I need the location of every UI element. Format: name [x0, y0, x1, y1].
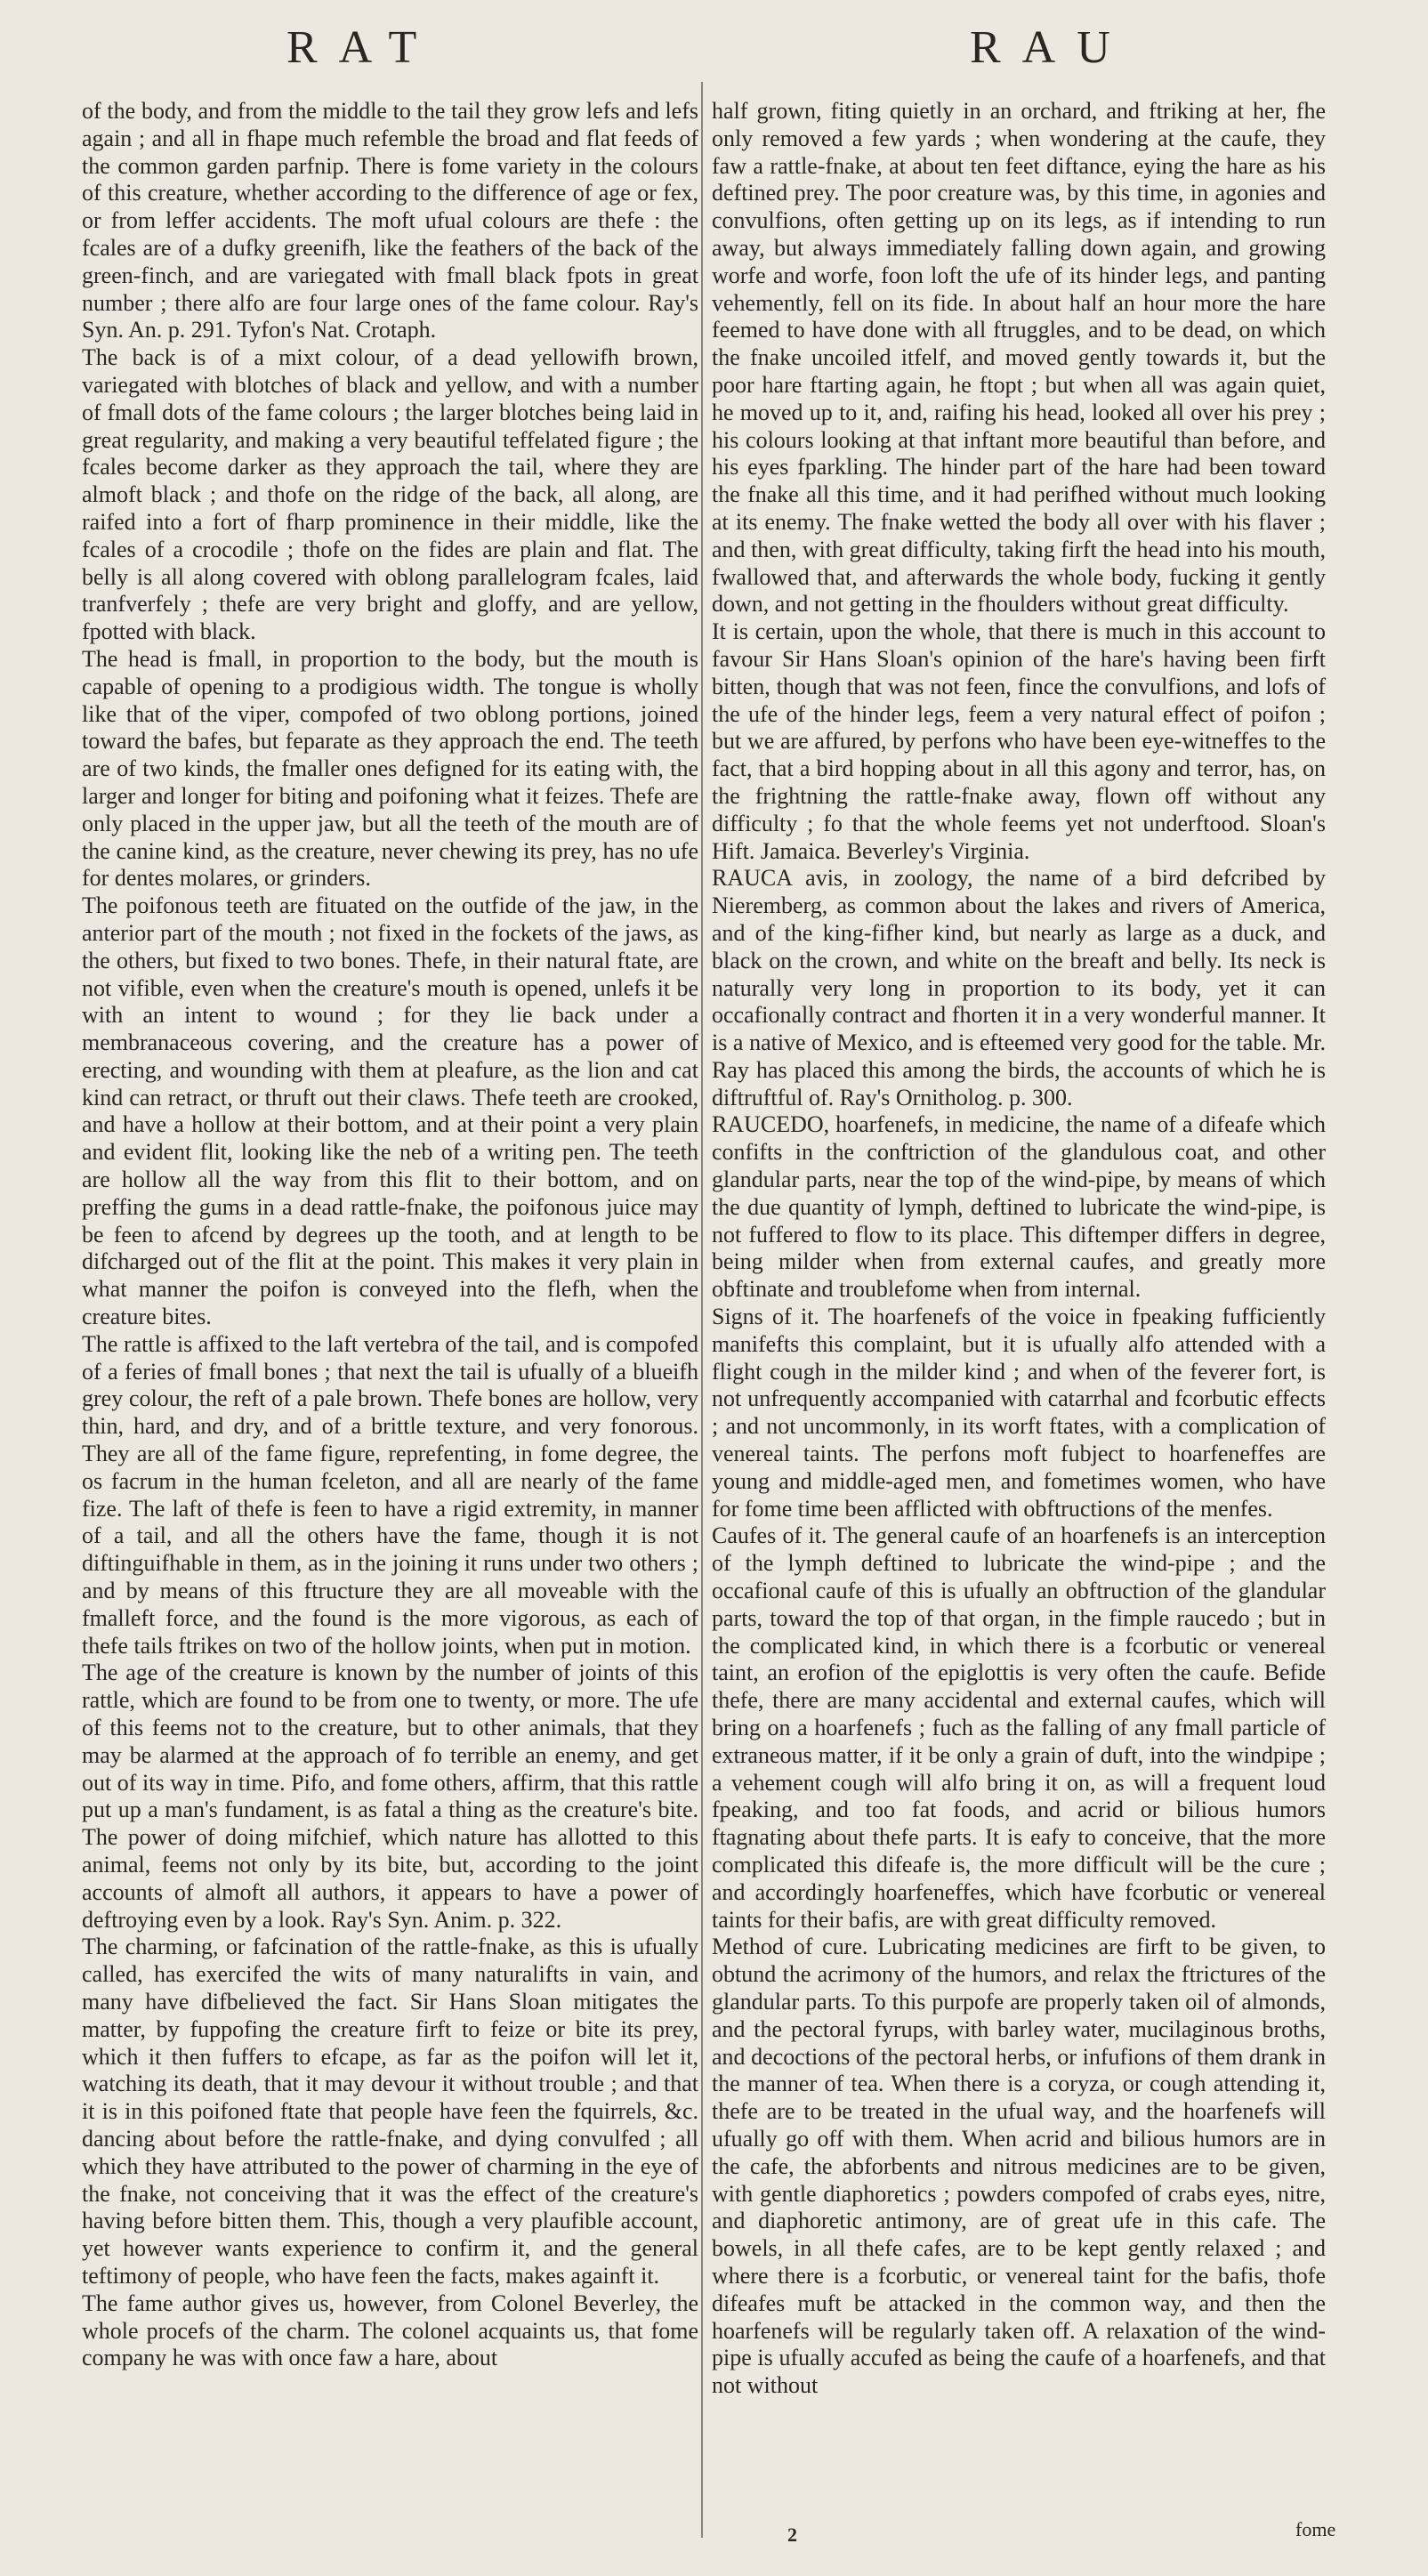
entry-raucedo: RAUCEDO, hoarfenefs, in medicine, the name of a difeafe which confifts in the conftriction of the glandulous coat, and other glandular parts, near the top of the wind-pipe, by means of which the due quantity of lymph, deftined to lubricate the wind-pipe, is not fuffered to flow to its place. This diftemper differs in degree, being milder when from external caufes, and greatly more obftinate and troublefome when from internal. [712, 1111, 1326, 1303]
signature-mark: 2 [787, 2524, 797, 2546]
paragraph: half grown, fiting quietly in an orchard, and ftriking at her, fhe only removed a few yards ; when wondering at the caufe, they faw a rattle-fnake, at about ten feet diftance, eying the hare as his deftined prey. The poor creature was, by this time, in agonies and convulfions, often getting up on its legs, as if intending to run away, but always immediately falling down again, and growing worfe and worfe, foon loft the ufe of its hinder legs, and panting vehemently, fell on its fide. In about half an hour more the hare feemed to have done with all ftruggles, and to be dead, on which the fnake uncoiled itfelf, and moved gently towards it, but the poor hare ftarting again, he ftopt ; but when all was again quiet, he moved up to it, and, raifing his head, looked all over his prey ; his colours looking at that inftant more beautiful than before, and his eyes fparkling. The hinder part of the hare had been toward the fnake all this time, and it had perifhed without much looking at its enemy. The fnake wetted the body all over with his flaver ; and then, with great difficulty, taking firft the head into his mouth, fwallowed that, and afterwards the whole body, fucking it gently down, and not getting in the fhoulders without great difficulty. [712, 98, 1326, 618]
paragraph: The age of the creature is known by the number of joints of this rattle, which are found to be from one to twenty, or more. The ufe of this feems not to the creature, but to other animals, that they may be alarmed at the approach of fo terrible an enemy, and get out of its way in time. Pifo, and fome others, affirm, that this rattle put up a man's fundament, is as fatal a thing as the creature's bite. The power of doing mifchief, which nature has allotted to this animal, feems not only by its bite, but, according to the joint accounts of almoft all authors, it appears to have a power of deftroying even by a look. Ray's Syn. Anim. p. 322. [82, 1659, 698, 1933]
column-divider [701, 82, 703, 2538]
running-head-left: RAT [286, 22, 439, 73]
paragraph: of the body, and from the middle to the tail they grow lefs and lefs again ; and all in fhape much refemble the broad and flat feeds of the common garden parfnip. There is fome variety in the colours of this creature, whether according to the difference of age or fex, or from leffer accidents. The moft ufual colours are thefe : the fcales are of a dufky greenifh, like the feathers of the back of the green-finch, and are variegated with fmall black fpots in great number ; there alfo are four large ones of the fame colour. Ray's Syn. An. p. 291. Tyfon's Nat. Crotaph. [82, 98, 698, 343]
catchword: fome [1295, 2518, 1336, 2540]
paragraph-signs: Signs of it. The hoarfenefs of the voice in fpeaking fufficiently manifefts this complaint, but it is ufually alfo attended with a flight cough in the milder kind ; and when of the feverer fort, is not unfrequently accompanied with catarrhal and fcorbutic effects ; and not uncommonly, in its worft ftates, with a complication of venereal taints. The perfons moft fubject to hoarfeneffes are young and middle-aged men, and fometimes women, who have for fome time been afflicted with obftructions of the menfes. [712, 1304, 1326, 1522]
paragraph-causes: Caufes of it. The general caufe of an hoarfenefs is an interception of the lymph deftined to lubricate the wind-pipe ; and the occafional caufe of this is ufually an obftruction of the glandular parts, toward the top of that organ, in the fimple raucedo ; but in the complicated kind, in which there is a fcorbutic or venereal taint, an erofion of the epiglottis is very often the caufe. Befide thefe, there are many accidental and external caufes, which will bring on a hoarfenefs ; fuch as the falling of any fmall particle of extraneous matter, if it be only a grain of duft, into the windpipe ; a vehement cough will alfo bring it on, as will a frequent loud fpeaking, and too fat foods, and acrid or bilious humors ftagnating about thefe parts. It is eafy to conceive, that the more complicated this difeafe is, the more difficult will be the cure ; and accordingly hoarfeneffes, which have fcorbutic or venereal taints for their bafis, are with great difficulty removed. [712, 1522, 1326, 1933]
left-column [82, 98, 698, 2372]
running-head-right: RAU [970, 22, 1132, 73]
paragraph: The rattle is affixed to the laft vertebra of the tail, and is compofed of a feries of fmall bones ; that next the tail is ufually of a blueifh grey colour, the reft of a pale brown. Thefe bones are hollow, very thin, hard, and dry, and of a brittle texture, and very fonorous. They are all of the fame figure, reprefenting, in fome degree, the os facrum in the human fceleton, and all are nearly of the fame fize. The laft of thefe is feen to have a rigid extremity, in manner of a tail, and all the others have the fame, though it is not diftinguifhable in them, as in the joining it runs under two others ; and by means of this ftructure they are all moveable with the fmalleft force, and the found is the more vigorous, as each of thefe tails ftrikes on two of the hollow joints, when put in motion. [82, 1330, 698, 1659]
paragraph: The poifonous teeth are fituated on the outfide of the jaw, in the anterior part of the mouth ; not fixed in the fockets of the jaws, as the others, but fixed to two bones. Thefe, in their natural ftate, are not vifible, even when the creature's mouth is opened, unlefs it be with an intent to wound ; for they lie back under a membranaceous covering, and the creature has a power of erecting, and wounding with them at pleafure, as the lion and cat kind can retract, or thruft out their claws. Thefe teeth are crooked, and have a hollow at their bottom, and at their point a very plain and evident flit, looking like the neb of a writing pen. The teeth are hollow all the way from this flit to their bottom, and on preffing the gums in a dead rattle-fnake, the poifonous juice may be feen to afcend by degrees up the tooth, and at length to be difcharged out of the flit at the point. This makes it very plain in what manner the poifon is conveyed into the flefh, when the creature bites. [82, 892, 698, 1330]
right-column [712, 98, 1326, 2400]
paragraph: It is certain, upon the whole, that there is much in this account to favour Sir Hans Sloan's opinion of the hare's having been firft bitten, though that was not feen, fince the convulfions, and lofs of the ufe of the hinder legs, feem a very natural effect of poifon ; but we are affured, by perfons who have been eye-witneffes to the fact, that a bird hopping about in all this agony and terror, has, on the frightning the rattle-fnake away, flown off without any difficulty ; fo that the whole feems yet not underftood. Sloan's Hift. Jamaica. Beverley's Virginia. [712, 618, 1326, 864]
paragraph: The charming, or fafcination of the rattle-fnake, as this is ufually called, has exercifed the wits of many naturalifts in vain, and many have difbelieved the fact. Sir Hans Sloan mitigates the matter, by fuppofing the creature firft to feize or bite its prey, which it then fuffers to efcape, as far as the poifon will let it, watching its death, that it may devour it without trouble ; and that it is in this poifoned ftate that people have feen the fquirrels, &c. dancing about before the rattle-fnake, and dying convulfed ; all which they have attributed to the power of charming in the eye of the fnake, not conceiving that it was the effect of the creature's having before bitten them. This, though a very plaufible account, yet however wants experience to confirm it, and the general teftimony of people, who have feen the facts, makes againft it. [82, 1934, 698, 2289]
entry-rauca: RAUCA avis, in zoology, the name of a bird defcribed by Nieremberg, as common about the lakes and rivers of America, and of the king-fifher kind, but nearly as large as a duck, and black on the crown, and white on the breaft and belly. Its neck is naturally very long in proportion to its body, yet it can occafionally contract and fhorten it in a very wonderful manner. It is a native of Mexico, and is efteemed very good for the table. Mr. Ray has placed this among the birds, the accounts of which he is diftruftful of. Ray's Ornitholog. p. 300. [712, 865, 1326, 1110]
paragraph: The fame author gives us, however, from Colonel Beverley, the whole procefs of the charm. The colonel acquaints us, that fome company he was with once faw a hare, about [82, 2289, 698, 2371]
paragraph-cure: Method of cure. Lubricating medicines are firft to be given, to obtund the acrimony of the humors, and relax the ftrictures of the glandular parts. To this purpofe are properly taken oil of almonds, and the pectoral fyrups, with barley water, mucilaginous broths, and decoctions of the pectoral herbs, or infufions of them drank in the manner of tea. When there is a coryza, or cough attending it, thefe are to be treated in the ufual way, and the hoarfenefs will ufually go off with them. When acrid and bilious humors are in the cafe, the abforbents and nitrous medicines are to be given, with gentle diaphoretics ; powders compofed of crabs eyes, nitre, and diaphoretic antimony, are of great ufe in this cafe. The bowels, in all thefe cafes, are to be kept gently relaxed ; and where there is a fcorbutic, or venereal taint for the bafis, thofe difeafes muft be attacked in the common way, and then the hoarfenefs will be regularly taken off. A relaxation of the wind-pipe is ufually accufed as being the caufe of a hoarfenefs, and that not without [712, 1934, 1326, 2399]
paragraph: The back is of a mixt colour, of a dead yellowifh brown, variegated with blotches of black and yellow, and with a number of fmall dots of the fame colours ; the larger blotches being laid in great regularity, and making a very beautiful teffelated figure ; the fcales become darker as they approach the tail, where they are almoft black ; and thofe on the ridge of the back, all along, are raifed into a fort of fharp prominence in their middle, like the fcales of a crocodile ; thofe on the fides are plain and flat. The belly is all along covered with oblong parallelogram fcales, laid tranfverfely ; thefe are very bright and gloffy, and are yellow, fpotted with black. [82, 344, 698, 645]
paragraph: The head is fmall, in proportion to the body, but the mouth is capable of opening to a prodigious width. The tongue is wholly like that of the viper, compofed of two oblong portions, joined toward the bafes, but feparate as they approach the end. The teeth are of two kinds, the fmaller ones defigned for its eating with, the larger and longer for biting and poifoning what it feizes. Thefe are only placed in the upper jaw, but all the teeth of the mouth are of the canine kind, as the creature, never chewing its prey, has no ufe for dentes molares, or grinders. [82, 645, 698, 892]
